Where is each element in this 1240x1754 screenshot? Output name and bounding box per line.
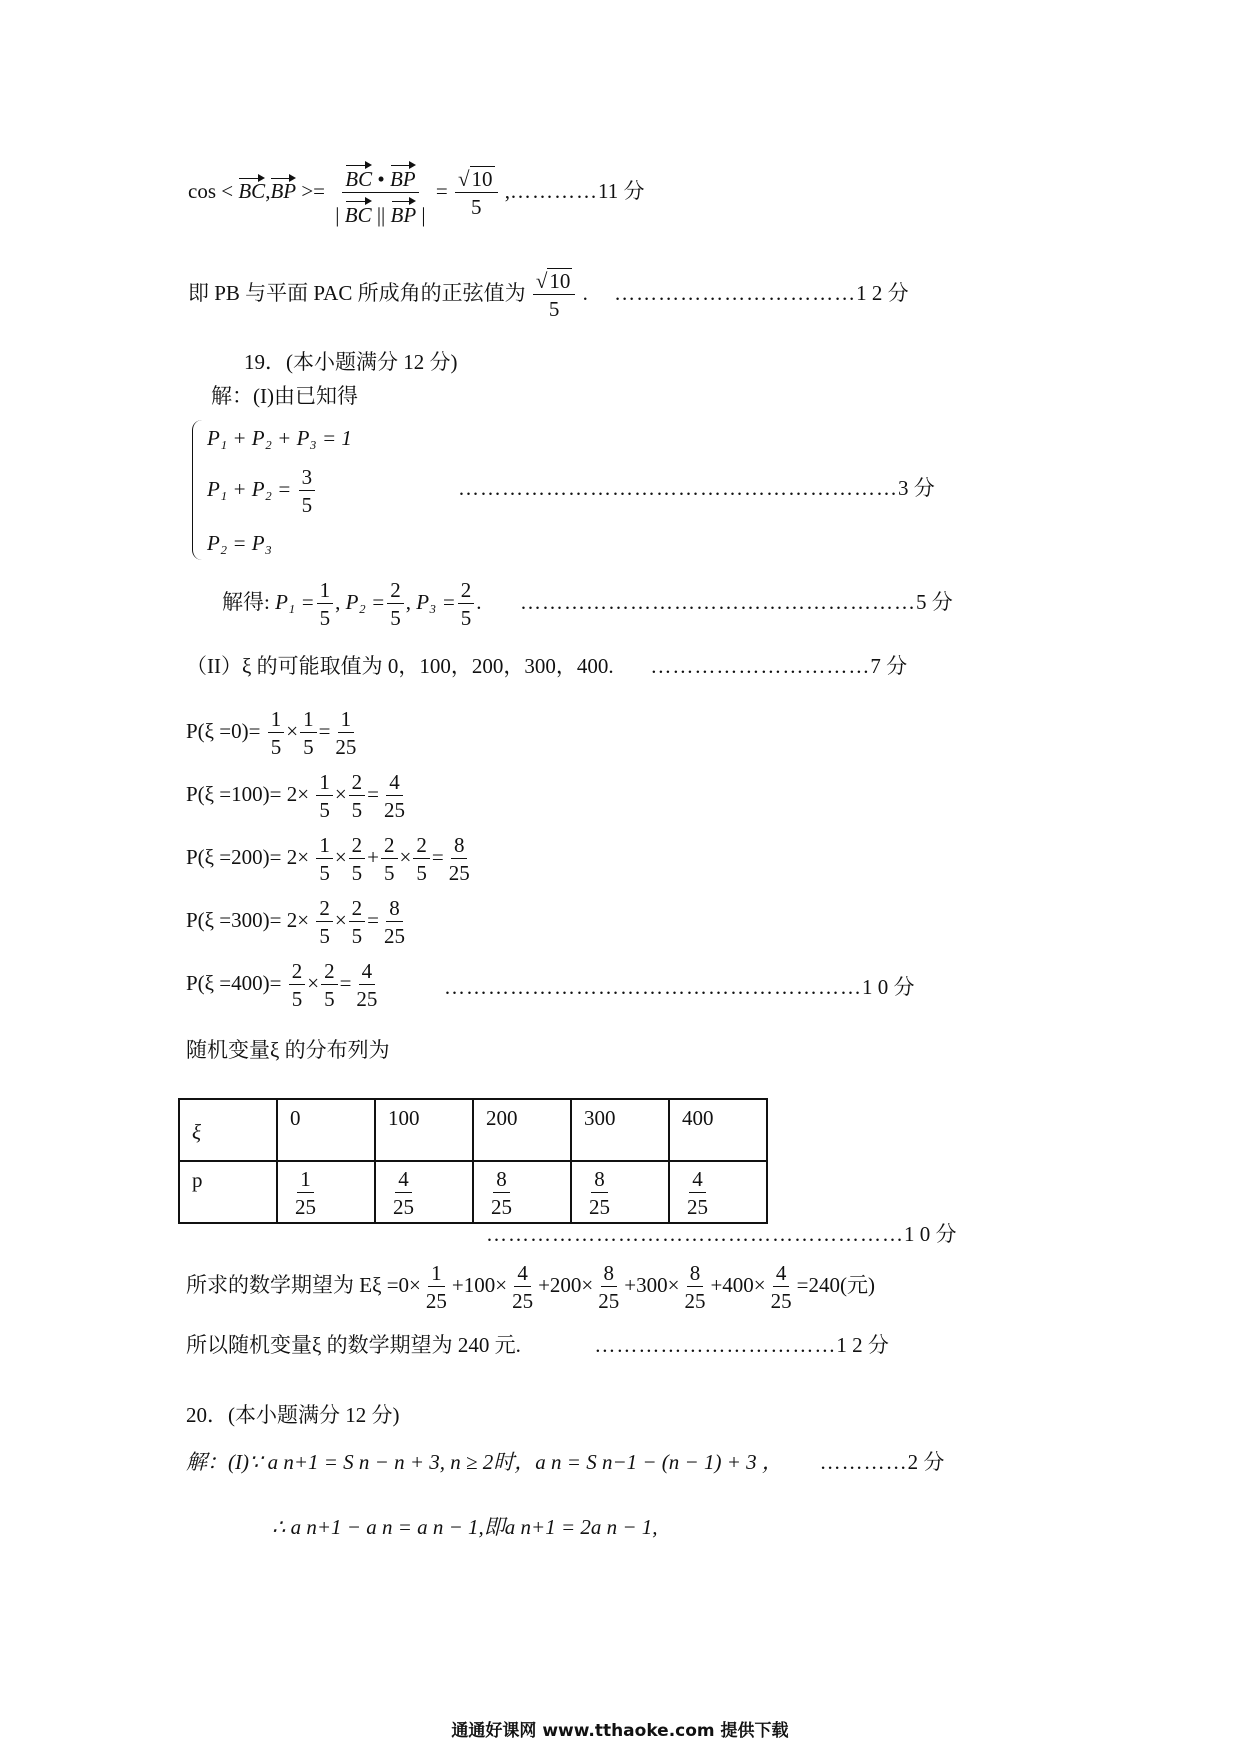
prob-lhs: P(ξ =200)= 2× — [186, 844, 310, 869]
table-cell — [473, 1161, 571, 1223]
solution-line: 解得: P₁ = $\frac{1}{5}$ , P₂ = $\frac{2}{5}$ , P₃ = $\frac{2}{5}$ . — [222, 578, 482, 631]
table-header-cell: 200 — [473, 1099, 571, 1161]
score-label: 1 0 分 — [904, 1222, 957, 1246]
pb-sine-line: 即 PB 与平面 PAC 所成角的正弦值为 $\frac{√10}{5}$ . ……………………………1 2 分 — [188, 269, 909, 322]
den-vec-bc: BC — [345, 196, 372, 226]
part2-line — [186, 656, 907, 677]
num: 2 — [349, 897, 366, 922]
leader-dots: ………………………………………………… — [444, 975, 862, 999]
num: 4 — [773, 1262, 790, 1287]
den: 5 — [324, 987, 335, 1012]
distribution-table — [178, 1098, 768, 1224]
fraction — [390, 1168, 417, 1218]
cos-fraction: $\frac{BC • BP}{| BC || BP |}$ — [332, 160, 428, 226]
den: 25 — [512, 1289, 534, 1314]
fraction — [353, 960, 380, 1010]
score-label: 3 分 — [898, 476, 935, 500]
prob-lhs: P(ξ =400)= — [186, 970, 282, 995]
fraction — [300, 708, 317, 758]
table-row — [179, 1099, 767, 1161]
fraction — [316, 897, 333, 947]
num: 4 — [689, 1168, 706, 1193]
leader-dots: ………………………… — [650, 654, 871, 678]
num: 1 — [300, 708, 317, 733]
num: 8 — [386, 897, 403, 922]
den: 5 — [416, 861, 427, 886]
cos-label: cos — [188, 178, 216, 203]
q20-line1 — [186, 1452, 944, 1473]
table-header-cell: ξ — [179, 1099, 277, 1161]
term: +100× — [451, 1272, 508, 1297]
p3-label: P₃ = — [416, 589, 456, 614]
fraction — [289, 960, 306, 1010]
prob-row-200: P(ξ =200)= 2× $\frac{1}{5}$ × $\frac{2}{5}$ + $\frac{2}{5}$ × $\frac{2}{5}$ = $\frac{8}{25}$ — [186, 834, 475, 884]
vector-bc: BC — [238, 173, 265, 202]
term: +300× — [624, 1272, 680, 1297]
table-cell — [571, 1161, 669, 1223]
expect-lead: 所求的数学期望为 Eξ =0× — [186, 1272, 421, 1297]
prob-row-100: P(ξ =100)= 2× $\frac{1}{5}$ × $\frac{2}{5}$ = $\frac{4}{25}$ — [186, 771, 410, 821]
fraction — [316, 771, 333, 821]
num: 1 — [297, 1168, 314, 1193]
p2-frac — [387, 579, 404, 629]
num: 1 — [428, 1262, 445, 1287]
score-label: 2 分 — [907, 1450, 945, 1474]
num: 1 — [268, 708, 285, 733]
radicand-b: 10 — [549, 269, 571, 293]
table-header-cell: 300 — [571, 1099, 669, 1161]
system-eq2 — [207, 466, 317, 516]
den: 25 — [295, 1195, 316, 1220]
p1-frac — [317, 579, 334, 629]
den: 5 — [270, 735, 282, 760]
p1-label: P₁ = — [275, 589, 315, 614]
den: 5 — [351, 798, 363, 823]
fraction — [349, 834, 366, 884]
eq2-num: 3 — [299, 466, 316, 491]
num: 8 — [687, 1262, 704, 1287]
p3-frac — [458, 579, 475, 629]
leader-dots: ………………………………………………… — [486, 1222, 904, 1246]
den-vec-bp: BP — [391, 196, 417, 226]
p1-den: 5 — [319, 606, 331, 631]
den: 5 — [351, 924, 363, 949]
fraction — [509, 1262, 536, 1312]
num: 2 — [349, 771, 366, 796]
dist-score — [486, 1224, 957, 1245]
p3-den: 5 — [460, 606, 472, 631]
radicand: 10 — [471, 167, 493, 191]
solution-lead: 解得: — [222, 589, 270, 614]
score-label: 1 0 分 — [862, 975, 915, 999]
score-label: 1 2 分 — [836, 1333, 889, 1357]
fraction — [316, 834, 333, 884]
p1-num: 1 — [317, 579, 334, 604]
den: 25 — [384, 798, 405, 823]
system-score — [458, 478, 935, 499]
num: 4 — [395, 1168, 412, 1193]
den: 25 — [589, 1195, 610, 1220]
den: 25 — [491, 1195, 512, 1220]
fraction — [332, 708, 359, 758]
fraction — [423, 1262, 450, 1312]
fraction — [488, 1168, 515, 1218]
num: 4 — [359, 960, 376, 985]
fraction — [381, 771, 408, 821]
den: 25 — [684, 1289, 706, 1314]
fraction — [349, 897, 366, 947]
prob-lhs: P(ξ =0)= — [186, 718, 261, 743]
q19-solve-intro: 解：(I)由已知得 — [211, 384, 358, 408]
expectation-line — [186, 1262, 875, 1312]
score-label: 7 分 — [870, 654, 908, 678]
den: 25 — [356, 987, 378, 1012]
fraction — [446, 834, 473, 884]
prob-row-0: P(ξ =0)= $\frac{1}{5}$ × $\frac{1}{5}$ = $\frac{1}{25}$ — [186, 708, 361, 758]
score-label: 5 分 — [916, 590, 953, 614]
den: 5 — [319, 798, 330, 823]
num: 8 — [451, 834, 468, 859]
p2-den: 5 — [390, 606, 401, 631]
fraction — [292, 1168, 319, 1218]
den: 25 — [687, 1195, 708, 1220]
fraction — [413, 834, 430, 884]
p2-label: P₂ = — [345, 589, 386, 614]
den: 25 — [770, 1289, 792, 1314]
angle-open: < — [221, 178, 234, 203]
probs-score — [444, 977, 915, 998]
expectation-conclusion — [186, 1335, 889, 1356]
den: 25 — [384, 924, 405, 949]
fraction — [681, 1262, 708, 1312]
table-cell — [277, 1161, 375, 1223]
den: 25 — [335, 735, 357, 760]
den: 25 — [393, 1195, 414, 1220]
term: =240(元) — [796, 1272, 875, 1297]
fraction — [321, 960, 338, 1010]
num: 8 — [591, 1168, 608, 1193]
cos-formula-line: cos < BC,BP >= $\frac{BC • BP}{| BC || BP |}$ = $\frac{√10}{5}$ ,…………11 分 — [188, 160, 645, 226]
table-cell — [375, 1161, 473, 1223]
fraction — [684, 1168, 711, 1218]
q19-heading: 19．(本小题满分 12 分) — [244, 350, 458, 374]
q20-line2: ∴ a n+1 − a n = a n − 1,即a n+1 = 2a n − 1, — [272, 1515, 658, 1539]
num: 4 — [514, 1262, 531, 1287]
denominator-b: 5 — [548, 297, 560, 322]
den: 5 — [319, 924, 330, 949]
q20-heading: 20．(本小题满分 12 分) — [186, 1403, 400, 1427]
angle-close: >= — [301, 178, 326, 203]
table-header-cell: 100 — [375, 1099, 473, 1161]
fraction — [381, 897, 408, 947]
vector-bp: BP — [270, 173, 296, 202]
fraction — [268, 708, 285, 758]
fraction — [349, 771, 366, 821]
dot-symbol: • — [377, 167, 385, 191]
system-eq1: P₁ + P₂ + P₃ = 1 — [207, 426, 352, 450]
num: 2 — [349, 834, 366, 859]
table-cell — [669, 1161, 767, 1223]
num: 1 — [316, 834, 333, 859]
prob-row-400: P(ξ =400)= $\frac{2}{5}$ × $\frac{2}{5}$ = $\frac{4}{25}$ — [186, 960, 382, 1010]
leader-dots: …………………………………………………… — [458, 476, 898, 500]
num-vec-bc: BC — [345, 160, 372, 190]
fraction — [381, 834, 398, 884]
score-label: 11 分 — [598, 178, 645, 203]
num: 2 — [381, 834, 398, 859]
part2-text: （II）ξ 的可能取值为 0，100，200，300，400. — [186, 654, 614, 678]
num: 2 — [321, 960, 338, 985]
num: 2 — [316, 897, 333, 922]
den: 25 — [425, 1289, 447, 1314]
den: 5 — [384, 861, 395, 886]
sqrt10-over-5: $\frac{√10}{5}$ — [455, 168, 498, 218]
num: 8 — [601, 1262, 618, 1287]
den: 5 — [303, 735, 314, 760]
p2-num: 2 — [387, 579, 404, 604]
term: +200× — [538, 1272, 594, 1297]
leader-dots: …………………………… — [594, 1333, 837, 1357]
leader-dots: …………………………… — [614, 280, 857, 305]
dist-title: 随机变量ξ 的分布列为 — [186, 1038, 390, 1062]
leader-dots: ………… — [510, 178, 599, 203]
eq2-fraction — [299, 466, 316, 516]
solution-score — [520, 592, 953, 613]
den: 5 — [291, 987, 303, 1012]
num: 1 — [338, 708, 355, 733]
system-brace — [192, 420, 205, 560]
den: 25 — [448, 861, 470, 886]
page-footer: 通通好课网 www.tthaoke.com 提供下载 — [451, 1721, 789, 1741]
prob-lhs: P(ξ =100)= 2× — [186, 781, 310, 806]
p3-num: 2 — [458, 579, 475, 604]
conclusion-text: 所以随机变量ξ 的数学期望为 240 元. — [186, 1333, 521, 1357]
table-cell: p — [179, 1161, 277, 1223]
num: 2 — [289, 960, 306, 985]
leader-dots: ……………………………………………… — [520, 590, 916, 614]
eq2-lhs: P₁ + P₂ = — [207, 476, 292, 501]
prob-lhs: P(ξ =300)= 2× — [186, 907, 310, 932]
table-header-cell: 0 — [277, 1099, 375, 1161]
num: 8 — [493, 1168, 510, 1193]
fraction — [768, 1262, 795, 1312]
den: 5 — [351, 861, 363, 886]
den: 25 — [598, 1289, 620, 1314]
pb-text: 即 PB 与平面 PAC 所成角的正弦值为 — [188, 280, 526, 305]
term: +400× — [710, 1272, 766, 1297]
table-row — [179, 1161, 767, 1223]
fraction — [595, 1262, 622, 1312]
prob-row-300: P(ξ =300)= 2× $\frac{2}{5}$ × $\frac{2}{5}$ = $\frac{8}{25}$ — [186, 897, 410, 947]
den: 5 — [319, 861, 330, 886]
system-eq3: P₂ = P₃ — [207, 531, 272, 555]
table-header-cell: 400 — [669, 1099, 767, 1161]
fraction — [586, 1168, 613, 1218]
q20-line1-text: 解：(I)∵ a n+1 = S n − n + 3, n ≥ 2时，a n = S n−1 − (n − 1) + 3 ， — [186, 1450, 783, 1474]
num: 2 — [413, 834, 430, 859]
num-vec-bp: BP — [390, 160, 416, 190]
denominator: 5 — [471, 195, 482, 220]
score-label: 1 2 分 — [856, 280, 909, 305]
eq2-den: 5 — [301, 493, 313, 518]
num: 4 — [386, 771, 403, 796]
num: 1 — [316, 771, 333, 796]
sqrt10-over-5-b: $\frac{√10}{5}$ — [533, 270, 576, 320]
leader-dots: ………… — [819, 1450, 908, 1474]
